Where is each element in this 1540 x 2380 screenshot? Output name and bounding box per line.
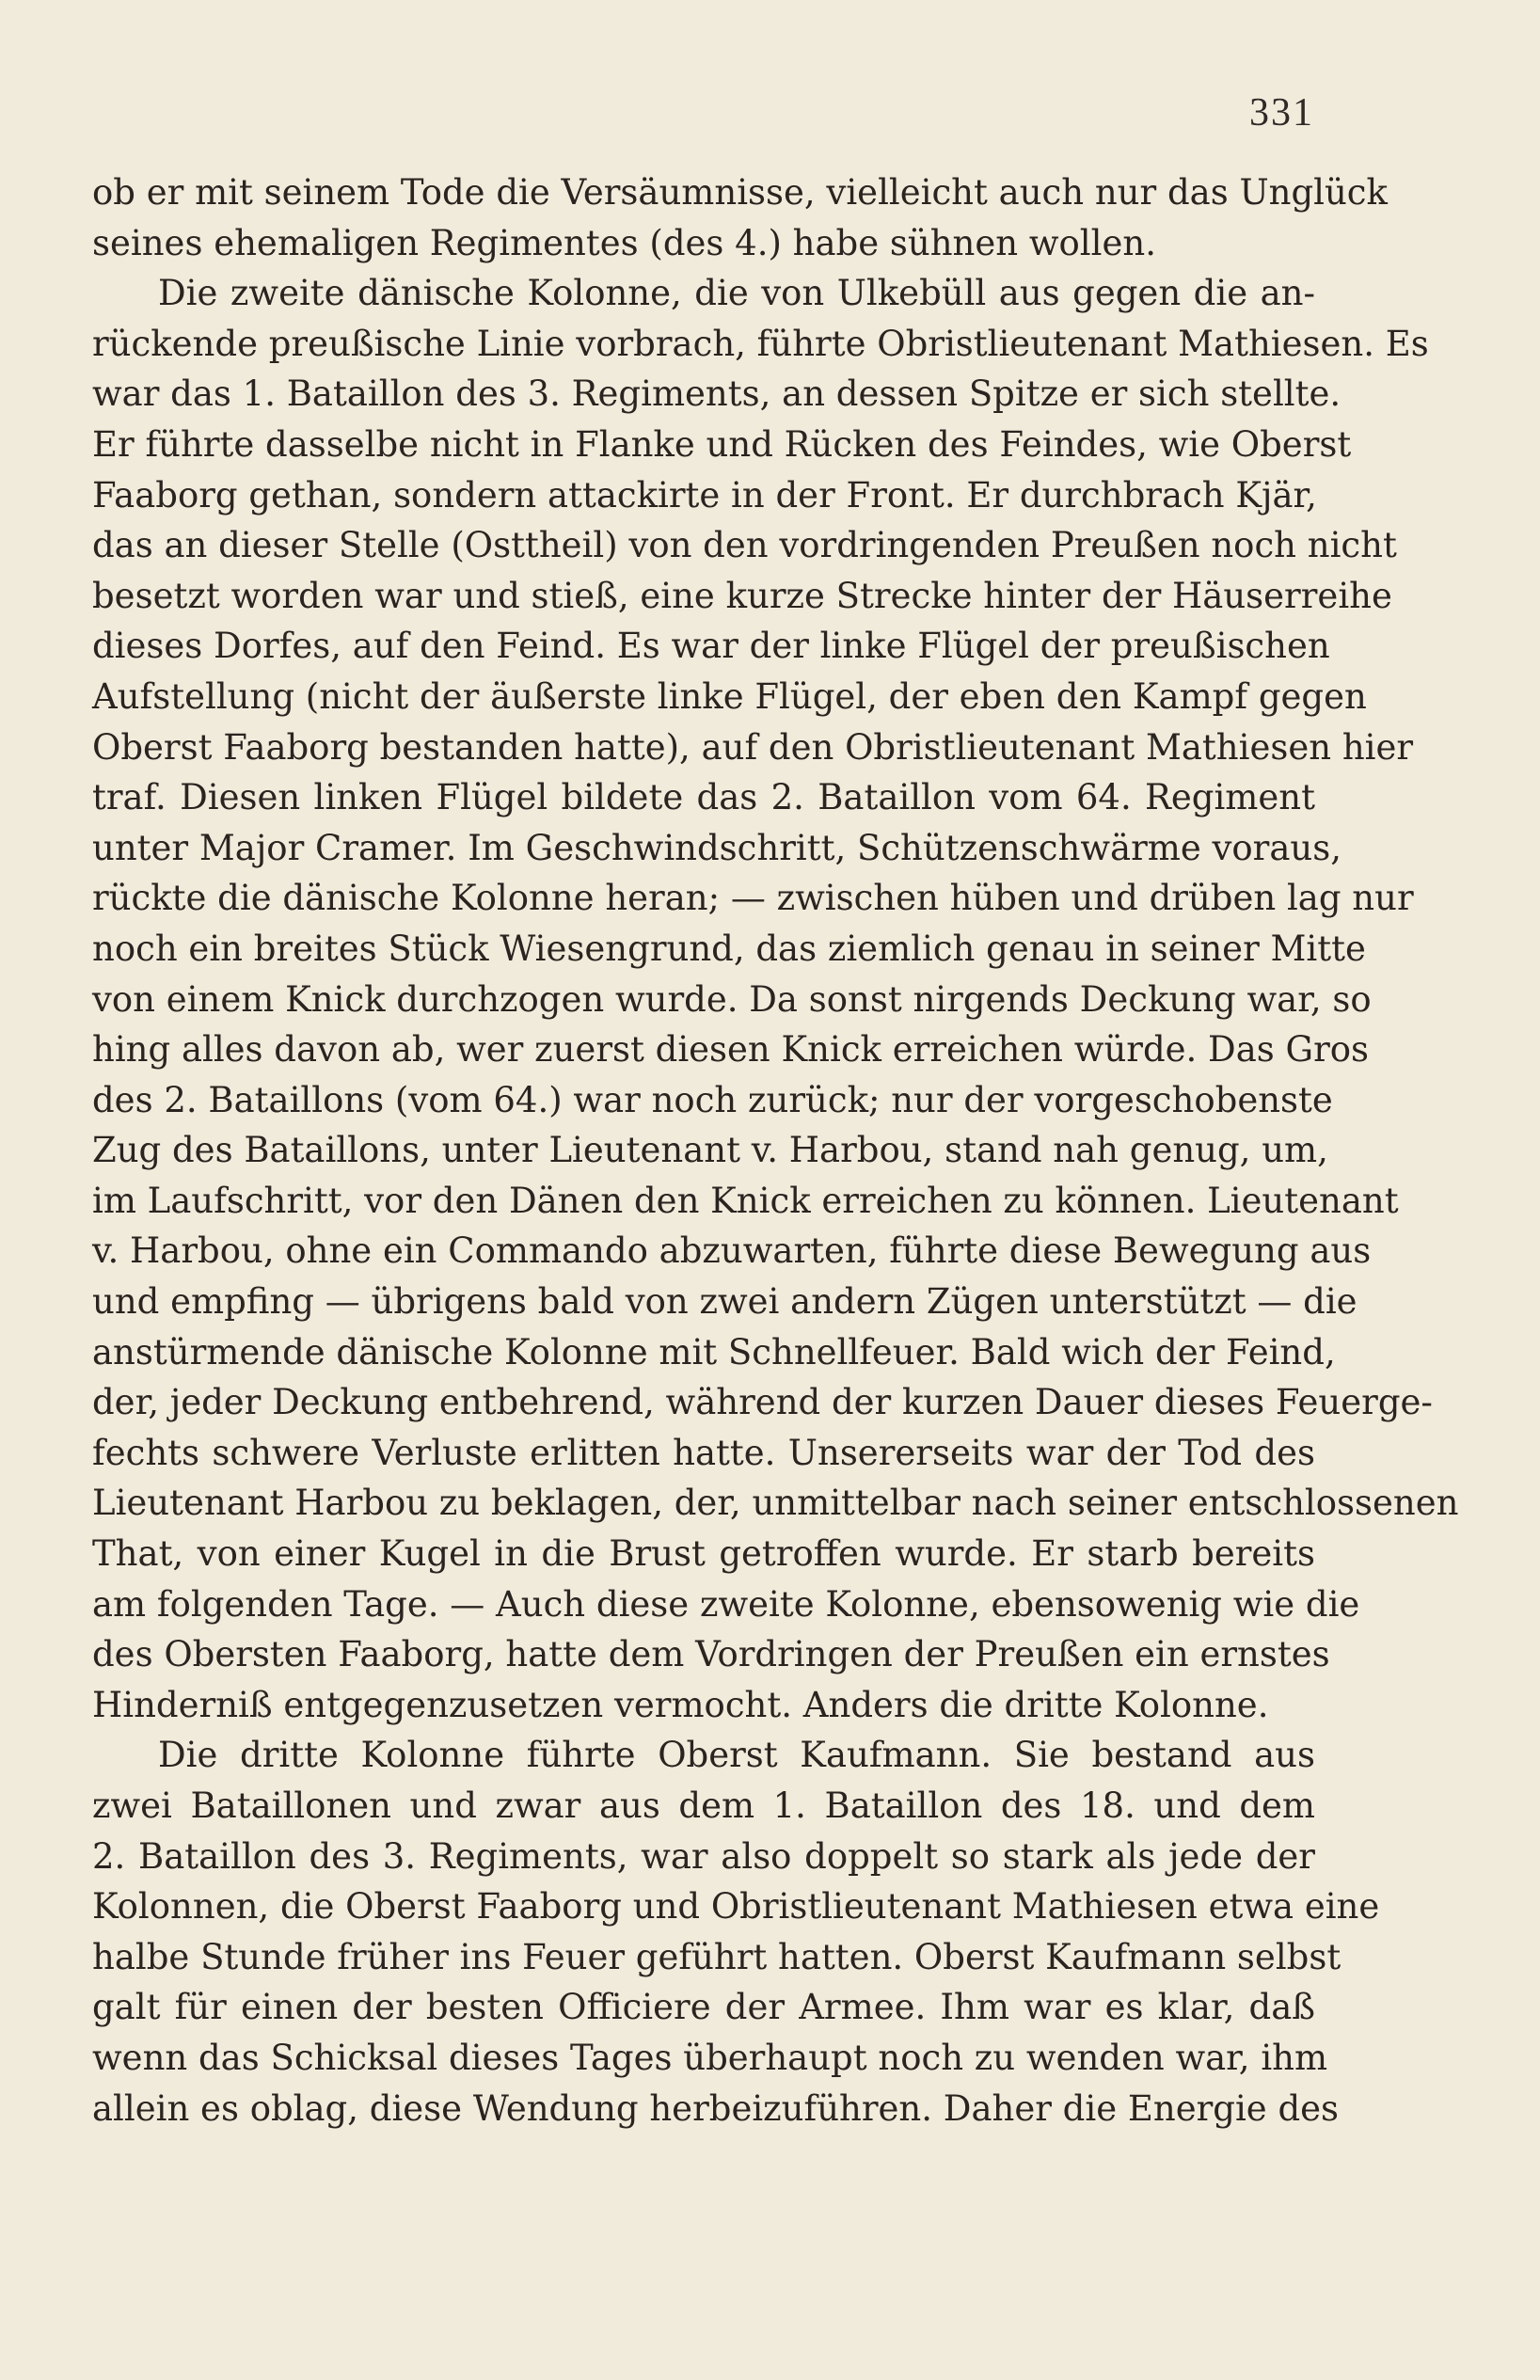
text-line: war das 1. Bataillon des 3. Regiments, an dessen Spitze er sich stellte. <box>92 373 1342 415</box>
text-line: v. Harbou, ohne ein Commando abzuwarten, führte diese Bewegung aus <box>92 1230 1372 1272</box>
text-line: des 2. Bataillons (vom 64.) war noch zurück; nur der vorgeschobenste <box>92 1079 1333 1120</box>
text-line: am folgenden Tage. — Auch diese zweite Kolonne, ebensowenig wie die <box>92 1583 1360 1625</box>
text-line: seines ehemaligen Regimentes (des 4.) habe sühnen wollen. <box>92 222 1156 263</box>
text-line: rückende preußische Linie vorbrach, führte Obristlieutenant Mathiesen. Es <box>92 323 1429 364</box>
text-line: Aufstellung (nicht der äußerste linke Flügel, der eben den Kampf gegen <box>92 675 1367 717</box>
text-line: zwei Bataillonen und zwar aus dem 1. Bataillon des 18. und dem <box>92 1785 1315 1826</box>
text-line: der, jeder Deckung entbehrend, während der kurzen Dauer dieses Feuerge- <box>92 1382 1433 1423</box>
body-text <box>92 167 1459 2134</box>
text-line: 2. Bataillon des 3. Regiments, war also doppelt so stark als jede der <box>92 1835 1315 1877</box>
text-line: dieses Dorfes, auf den Feind. Es war der linke Flügel der preußischen <box>92 626 1330 667</box>
text-line: That, von einer Kugel in die Brust getroffen wurde. Er starb bereits <box>92 1533 1315 1575</box>
text-line: Lieutenant Harbou zu beklagen, der, unmittelbar nach seiner entschlossenen <box>92 1483 1459 1524</box>
text-line: Hinderniß entgegenzusetzen vermocht. Anders die dritte Kolonne. <box>92 1684 1269 1725</box>
text-line: anstürmende dänische Kolonne mit Schnellfeuer. Bald wich der Feind, <box>92 1331 1336 1372</box>
text-line: wenn das Schicksal dieses Tages überhaupt noch zu wenden war, ihm <box>92 2037 1328 2078</box>
text-line: Faaborg gethan, sondern attackirte in der Front. Er durchbrach Kjär, <box>92 474 1317 516</box>
text-line: galt für einen der besten Officiere der Armee. Ihm war es klar, daß <box>92 1987 1315 2028</box>
text-line: traf. Diesen linken Flügel bildete das 2. Bataillon vom 64. Regiment <box>92 777 1315 818</box>
text-line: Kolonnen, die Oberst Faaborg und Obristlieutenant Mathiesen etwa eine <box>92 1886 1380 1928</box>
text-line: unter Major Cramer. Im Geschwindschritt, Schützenschwärme voraus, <box>92 827 1342 868</box>
text-line: Zug des Bataillons, unter Lieutenant v. Harbou, stand nah genug, um, <box>92 1130 1328 1171</box>
text-line: Oberst Faaborg bestanden hatte), auf den Obristlieutenant Mathiesen hier <box>92 726 1414 768</box>
text-line: Er führte dasselbe nicht in Flanke und Rücken des Feindes, wie Oberst <box>92 423 1352 465</box>
text-line: des Obersten Faaborg, hatte dem Vordringen der Preußen ein ernstes <box>92 1634 1330 1675</box>
text-line: besetzt worden war und stieß, eine kurze Strecke hinter der Häuserreihe <box>92 575 1392 616</box>
text-line: allein es oblag, diese Wendung herbeizuführen. Daher die Energie des <box>92 2087 1340 2129</box>
text-line: rückte die dänische Kolonne heran; — zwischen hüben und drüben lag nur <box>92 878 1414 919</box>
text-line: hing alles davon ab, wer zuerst diesen Knick erreichen würde. Das Gros <box>92 1029 1370 1071</box>
text-line: und empfing — übrigens bald von zwei andern Zügen unterstützt — die <box>92 1281 1357 1323</box>
text-line: halbe Stunde früher ins Feuer geführt hatten. Oberst Kaufmann selbst <box>92 1936 1342 1977</box>
text-line: Die dritte Kolonne führte Oberst Kaufmann. Sie bestand aus <box>158 1735 1315 1776</box>
page-number: 331 <box>1249 91 1314 135</box>
text-line: von einem Knick durchzogen wurde. Da sonst nirgends Deckung war, so <box>92 978 1372 1020</box>
text-line: das an dieser Stelle (Osttheil) von den vordringenden Preußen noch nicht <box>92 525 1397 566</box>
text-line: im Laufschritt, vor den Dänen den Knick erreichen zu können. Lieutenant <box>92 1180 1399 1221</box>
text-line: fechts schwere Verluste erlitten hatte. Unsererseits war der Tod des <box>92 1432 1315 1473</box>
text-line: Die zweite dänische Kolonne, die von Ulkebüll aus gegen die an- <box>158 273 1315 314</box>
text-line: ob er mit seinem Tode die Versäumnisse, vielleicht auch nur das Unglück <box>92 172 1388 213</box>
text-line: noch ein breites Stück Wiesengrund, das ziemlich genau in seiner Mitte <box>92 928 1366 969</box>
